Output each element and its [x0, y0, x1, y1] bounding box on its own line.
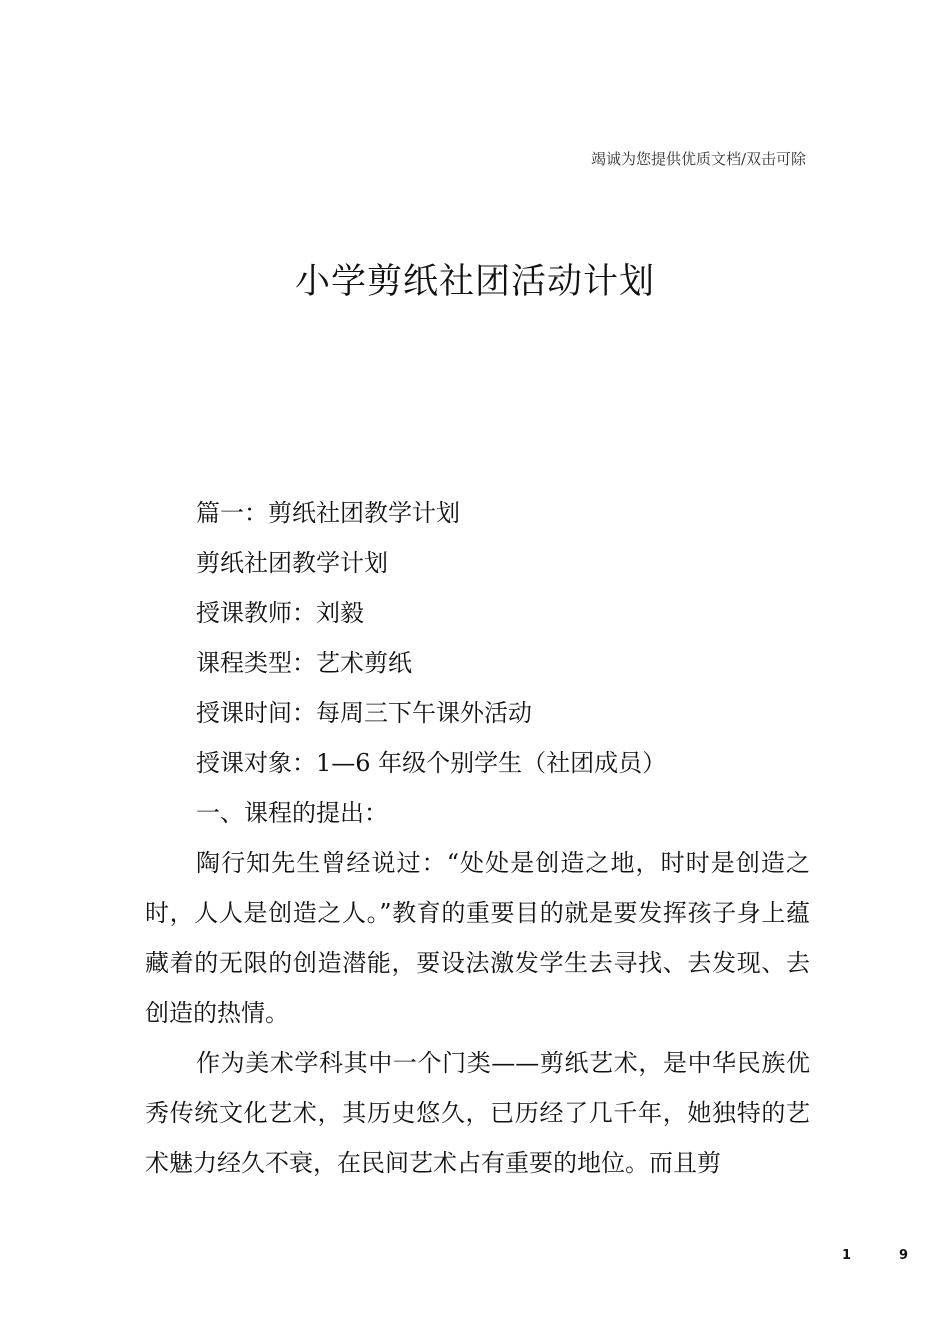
schedule-line: 授课时间：每周三下午课外活动 — [196, 699, 532, 727]
body-paragraph: 作为美术学科其中一个门类——剪纸艺术，是中华民族优秀传统文化艺术，其历史悠久，已历经了几千年，她独特的艺术魅力经久不衰，在民间艺术占有重要的地位。而且剪 — [145, 1049, 810, 1177]
teacher-line: 授课教师：刘毅 — [196, 599, 364, 627]
section-heading: 篇一：剪纸社团教学计划 — [196, 499, 460, 527]
body-paragraph: 陶行知先生曾经说过：“处处是创造之地，时时是创造之时，人人是创造之人。”教育的重要目的就是要发挥孩子身上蕴藏着的无限的创造潜能，要设法激发学生去寻找、去发现、去创造的热情。 — [145, 849, 810, 1027]
page-number-current: 1 — [842, 1248, 852, 1263]
header-note: 竭诚为您提供优质文档/双击可除 — [590, 150, 806, 168]
document-body — [145, 488, 810, 1188]
plan-title: 剪纸社团教学计划 — [196, 549, 388, 577]
subsection-heading: 一、课程的提出： — [196, 799, 388, 827]
audience-line: 授课对象：1—6 年级个别学生（社团成员） — [196, 749, 667, 777]
course-type-line: 课程类型：艺术剪纸 — [196, 649, 412, 677]
document-title: 小学剪纸社团活动计划 — [294, 262, 655, 302]
page-number-total: 9 — [899, 1248, 909, 1263]
